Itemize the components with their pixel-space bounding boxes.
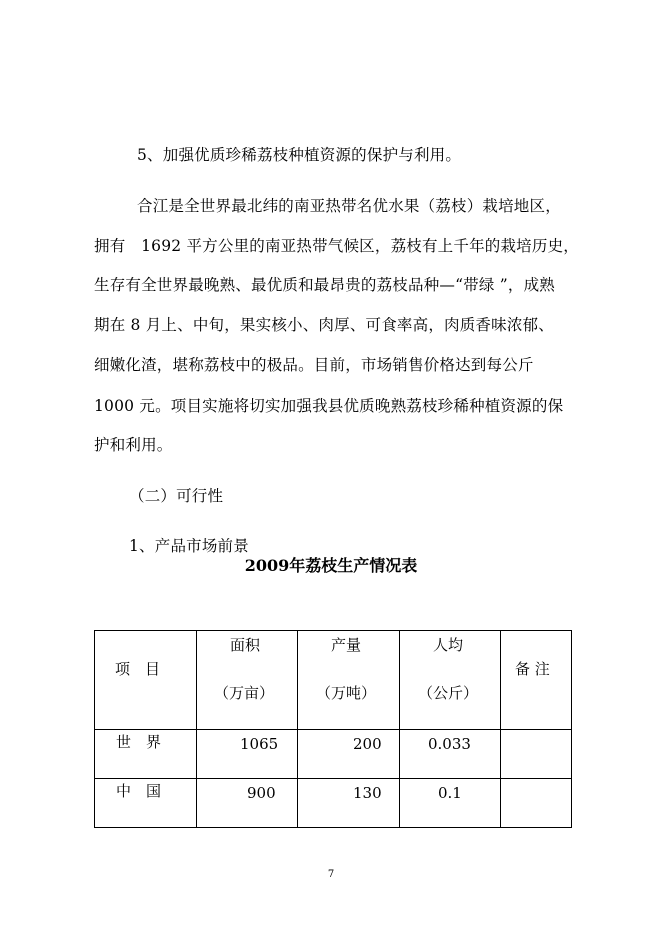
header-percap-unit: （公斤） <box>418 684 479 702</box>
row-percap: 0.1 <box>438 784 462 802</box>
row-area: 900 <box>247 784 276 802</box>
header-percap: 人均 <box>433 636 464 654</box>
header-item: 项 目 <box>115 660 161 678</box>
row-area: 1065 <box>240 735 279 753</box>
paragraph-line: 拥有 1692 平方公里的南亚热带气候区，荔枝有上千年的栽培历史， <box>94 237 579 255</box>
row-item: 世 界 <box>116 733 162 751</box>
item-heading: 1、产品市场前景 <box>129 537 249 555</box>
header-area-unit: （万亩） <box>214 684 275 702</box>
table-title: 2009年荔枝生产情况表 <box>244 556 418 575</box>
table-header-row <box>95 631 572 730</box>
row-percap: 0.033 <box>428 735 471 753</box>
paragraph-line: 生存有全世界最晚熟、最优质和最昂贵的荔枝品种—“带绿 ”，成熟 <box>94 276 555 294</box>
paragraph-line: 1000 元。项目实施将切实加强我县优质晚熟荔枝珍稀种植资源的保 <box>94 397 564 415</box>
paragraph-line: 期在 8 月上、中旬，果实核小、肉厚、可食率高，肉质香味浓郁、 <box>94 316 554 334</box>
table-row <box>95 730 572 779</box>
production-table <box>94 630 572 828</box>
page-number: 7 <box>327 869 335 880</box>
header-note: 备 注 <box>515 660 550 678</box>
paragraph-line: 合江是全世界最北纬的南亚热带名优水果（荔枝）栽培地区， <box>137 197 561 215</box>
row-output: 130 <box>353 784 382 802</box>
paragraph-line: 护和利用。 <box>94 436 173 454</box>
header-output-unit: （万吨） <box>316 684 377 702</box>
heading-5: 5、加强优质珍稀荔枝种植资源的保护与利用。 <box>137 146 462 164</box>
header-output: 产量 <box>331 636 362 654</box>
row-output: 200 <box>353 735 382 753</box>
paragraph-line: 细嫩化渣，堪称荔枝中的极品。目前，市场销售价格达到每公斤 <box>94 356 534 374</box>
section-heading: （二）可行性 <box>129 487 224 505</box>
row-item: 中 国 <box>116 782 162 800</box>
header-area: 面积 <box>230 636 261 654</box>
table-row <box>95 779 572 828</box>
